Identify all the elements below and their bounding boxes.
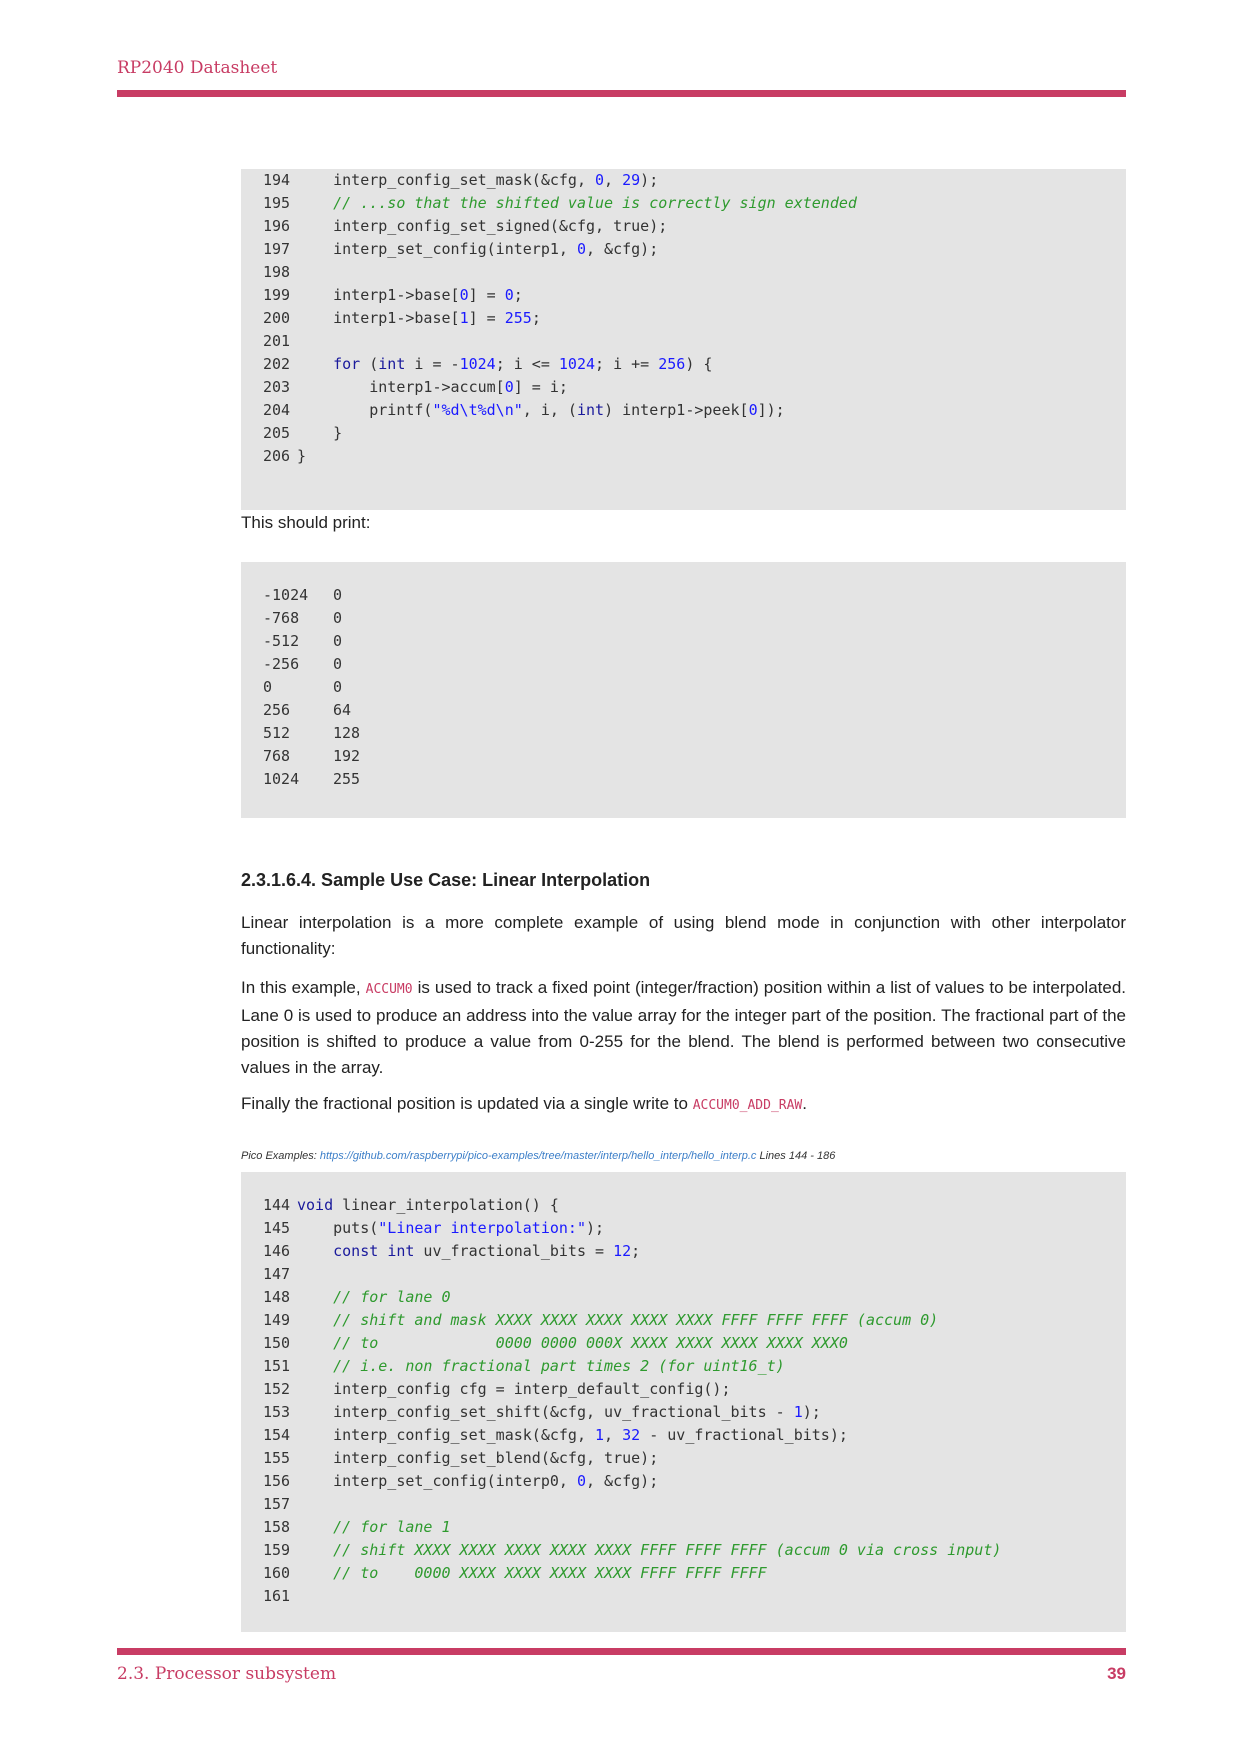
header-rule [117,90,1126,97]
line-number: 151 [263,1357,291,1375]
line-number: 157 [263,1495,291,1513]
paragraph-2 [241,975,1126,1081]
output-row [263,676,1126,699]
code-token [297,355,333,373]
output-row [263,699,1126,722]
code-token: // to 0000 XXXX XXXX XXXX XXXX FFFF FFFF FFFF [333,1564,767,1582]
code-token: 255 [504,309,532,327]
code-token: interp_config_set_mask(&cfg, [297,1426,596,1444]
source-lines: Lines 144 - 186 [756,1150,836,1162]
code-token: interp_config cfg = interp_default_config(); [297,1380,731,1398]
line-number: 202 [263,355,291,373]
output-input-value: -512 [263,632,300,650]
page-number: 39 [1107,1664,1126,1683]
code-token: ) { [685,355,713,373]
code-token: 0 [576,1472,586,1490]
code-token: ; [531,309,541,327]
accum0-add-raw-code: ACCUM0_ADD_RAW [692,1098,803,1113]
output-input-value: 512 [263,724,291,742]
output-row [263,584,1126,607]
code-line [263,1447,1126,1470]
output-input-value: 1024 [263,770,300,788]
line-number: 150 [263,1334,291,1352]
code-token [297,1288,333,1306]
code-token: interp_set_config(interp1, [297,240,577,258]
code-token: interp_config_set_signed(&cfg, true); [297,217,668,235]
code-line [263,330,1126,353]
code-token: 0 [748,401,758,419]
line-number: 204 [263,401,291,419]
line-number: 205 [263,424,291,442]
code-token: ); [586,1219,605,1237]
code-line [263,1493,1126,1516]
line-number: 145 [263,1219,291,1237]
code-token: interp_config_set_blend(&cfg, true); [297,1449,659,1467]
code-token: 1024 [558,355,596,373]
code-line [263,1470,1126,1493]
footer-rule [117,1648,1126,1655]
line-number: 156 [263,1472,291,1490]
code-token: } [297,424,343,442]
output-row [263,607,1126,630]
output-result-value: 128 [333,724,361,742]
code-line [263,261,1126,284]
code-token: int [576,401,605,419]
line-number: 197 [263,240,291,258]
code-token: 0 [576,240,586,258]
line-number: 194 [263,171,291,189]
output-result-value: 255 [333,770,361,788]
code-token: 29 [622,171,641,189]
code-line [263,1217,1126,1240]
code-token: ; [631,1242,641,1260]
paragraph-3 [241,1091,1126,1119]
source-note [241,1150,835,1162]
code-line [263,169,1126,192]
output-input-value: -1024 [263,586,309,604]
accum0-code: ACCUM0 [365,982,413,997]
code-line [263,1378,1126,1401]
code-token: , i, ( [522,401,577,419]
code-token: 1 [459,309,469,327]
output-input-value: -768 [263,609,300,627]
code-token: ] = [468,286,505,304]
code-token: 0 [459,286,469,304]
code-token: puts( [297,1219,379,1237]
line-number: 203 [263,378,291,396]
code-token: 12 [613,1242,632,1260]
output-input-value: 256 [263,701,291,719]
output-row [263,745,1126,768]
line-number: 153 [263,1403,291,1421]
code-token: 1024 [459,355,496,373]
paragraph-1: Linear interpolation is a more complete example of using blend mode in conjunction with other interpolator functionality: [241,913,1126,958]
output-row [263,768,1126,791]
code-token: linear_interpolation() { [333,1196,559,1214]
line-number: 154 [263,1426,291,1444]
line-number: 201 [263,332,291,350]
code-token: 1 [595,1426,605,1444]
line-number: 206 [263,447,291,465]
code-line [263,1539,1126,1562]
code-line [263,1332,1126,1355]
code-line [263,215,1126,238]
code-line [263,399,1126,422]
code-token [297,1564,333,1582]
code-token: ) interp1->peek[ [604,401,749,419]
code-block-2 [241,1172,1126,1632]
line-number: 199 [263,286,291,304]
code-token: "%d\t%d\n" [432,401,523,419]
code-line [263,353,1126,376]
code-token [297,1541,333,1559]
code-token [297,1334,333,1352]
code-token: int [387,1242,415,1260]
output-input-value: 0 [263,678,273,696]
code-token: ; i <= [495,355,559,373]
line-number: 195 [263,194,291,212]
paragraph-2-before: In this example, [241,978,366,997]
code-token: interp1->accum[ [297,378,505,396]
code-token: 1 [793,1403,803,1421]
line-number: 160 [263,1564,291,1582]
code-token: i = - [405,355,460,373]
code-token [297,194,333,212]
code-token: ] = i; [513,378,568,396]
line-number: 198 [263,263,291,281]
output-result-value: 64 [333,701,352,719]
code-token: uv_fractional_bits = [414,1242,614,1260]
code-token: // for lane 1 [333,1518,451,1536]
code-line [263,1424,1126,1447]
code-token: // shift and mask XXXX XXXX XXXX XXXX XXXX FFFF FFFF FFFF (accum 0) [333,1311,939,1329]
code-line [263,284,1126,307]
code-token: 32 [622,1426,641,1444]
line-number: 149 [263,1311,291,1329]
line-number: 147 [263,1265,291,1283]
code-token [297,1518,333,1536]
code-line [263,238,1126,261]
code-token: 0 [504,286,514,304]
code-token: "Linear interpolation:" [378,1219,586,1237]
code-token: // i.e. non fractional part times 2 (for uint16_t) [333,1357,785,1375]
line-number: 196 [263,217,291,235]
code-line [263,1194,1126,1217]
footer-section: 2.3. Processor subsystem [117,1664,337,1684]
code-line [263,376,1126,399]
code-token: int [378,355,406,373]
code-token: , &cfg); [586,1472,659,1490]
code-line [263,1401,1126,1424]
code-token: 256 [658,355,686,373]
code-token: ); [640,171,659,189]
code-token: // ...so that the shifted value is correctly sign extended [333,194,857,212]
line-number: 148 [263,1288,291,1306]
section-heading: 2.3.1.6.4. Sample Use Case: Linear Interpolation [241,870,651,890]
output-result-value: 0 [333,632,343,650]
paragraph-2-after: is used to track a fixed point (integer/fraction) position within a list of values to be interpolated. Lane 0 is used to produce an address into the value array for the integer part of the position. The fractional part of the position is shifted to produce a value from 0-255 for the blend. The blend is performed between two consecutive values in the array. [241,978,1127,1077]
code-token: , [604,1426,623,1444]
code-token [297,1357,333,1375]
code-token: - uv_fractional_bits); [640,1426,848,1444]
output-input-value: -256 [263,655,300,673]
code-line [263,1263,1126,1286]
line-number: 161 [263,1587,291,1605]
line-number: 159 [263,1541,291,1559]
code-token: interp1->base[ [297,309,460,327]
line-number: 144 [263,1196,291,1214]
output-result-value: 0 [333,655,343,673]
code-token [297,1311,333,1329]
code-token: 0 [504,378,514,396]
code-token: ]); [757,401,785,419]
output-row [263,722,1126,745]
output-row [263,630,1126,653]
output-result-value: 0 [333,609,343,627]
line-number: 158 [263,1518,291,1536]
source-label: Pico Examples: [241,1150,320,1162]
output-input-value: 768 [263,747,291,765]
line-number: 152 [263,1380,291,1398]
code-line [263,445,1126,468]
code-token: interp_config_set_mask(&cfg, [297,171,596,189]
line-number: 146 [263,1242,291,1260]
code-token: interp_config_set_shift(&cfg, uv_fractional_bits - [297,1403,794,1421]
paragraph-3-before: Finally the fractional position is updated via a single write to [241,1094,693,1113]
code-line [263,1355,1126,1378]
code-token: interp_set_config(interp0, [297,1472,577,1490]
code-line [263,1562,1126,1585]
output-result-value: 0 [333,678,343,696]
code-token: // shift XXXX XXXX XXXX XXXX XXXX FFFF FFFF FFFF (accum 0 via cross input) [333,1541,1002,1559]
should-print-text: This should print: [241,513,371,532]
header-title: RP2040 Datasheet [117,58,278,78]
code-token: for [333,355,361,373]
output-result-value: 0 [333,586,343,604]
code-token: // for lane 0 [333,1288,451,1306]
code-line [263,1516,1126,1539]
code-token: } [297,447,307,465]
code-line [263,192,1126,215]
code-token: ); [802,1403,821,1421]
output-result-value: 192 [333,747,361,765]
code-line [263,307,1126,330]
output-row [263,653,1126,676]
code-token: // to 0000 0000 000X XXXX XXXX XXXX XXXX XXX0 [333,1334,848,1352]
code-token: void [297,1196,334,1214]
code-line [263,1286,1126,1309]
code-line [263,422,1126,445]
line-number: 200 [263,309,291,327]
code-token: , &cfg); [586,240,659,258]
code-token: , [604,171,623,189]
code-token: 0 [595,171,605,189]
code-block-1 [241,169,1126,510]
code-token: printf( [297,401,433,419]
code-line [263,1585,1126,1608]
code-token: interp1->base[ [297,286,460,304]
code-line [263,1309,1126,1332]
code-token [378,1242,387,1260]
code-token: ; i += [595,355,659,373]
source-link[interactable]: https://github.com/raspberrypi/pico-examples/tree/master/interp/hello_interp/hello_interp.c [319,1150,757,1162]
output-block [241,562,1126,818]
paragraph-3-after: . [802,1094,807,1113]
code-line [263,1240,1126,1263]
code-token: ( [360,355,379,373]
code-token: ; [513,286,523,304]
code-token [297,1242,333,1260]
line-number: 155 [263,1449,291,1467]
code-token: ] = [468,309,505,327]
code-token: const [333,1242,379,1260]
